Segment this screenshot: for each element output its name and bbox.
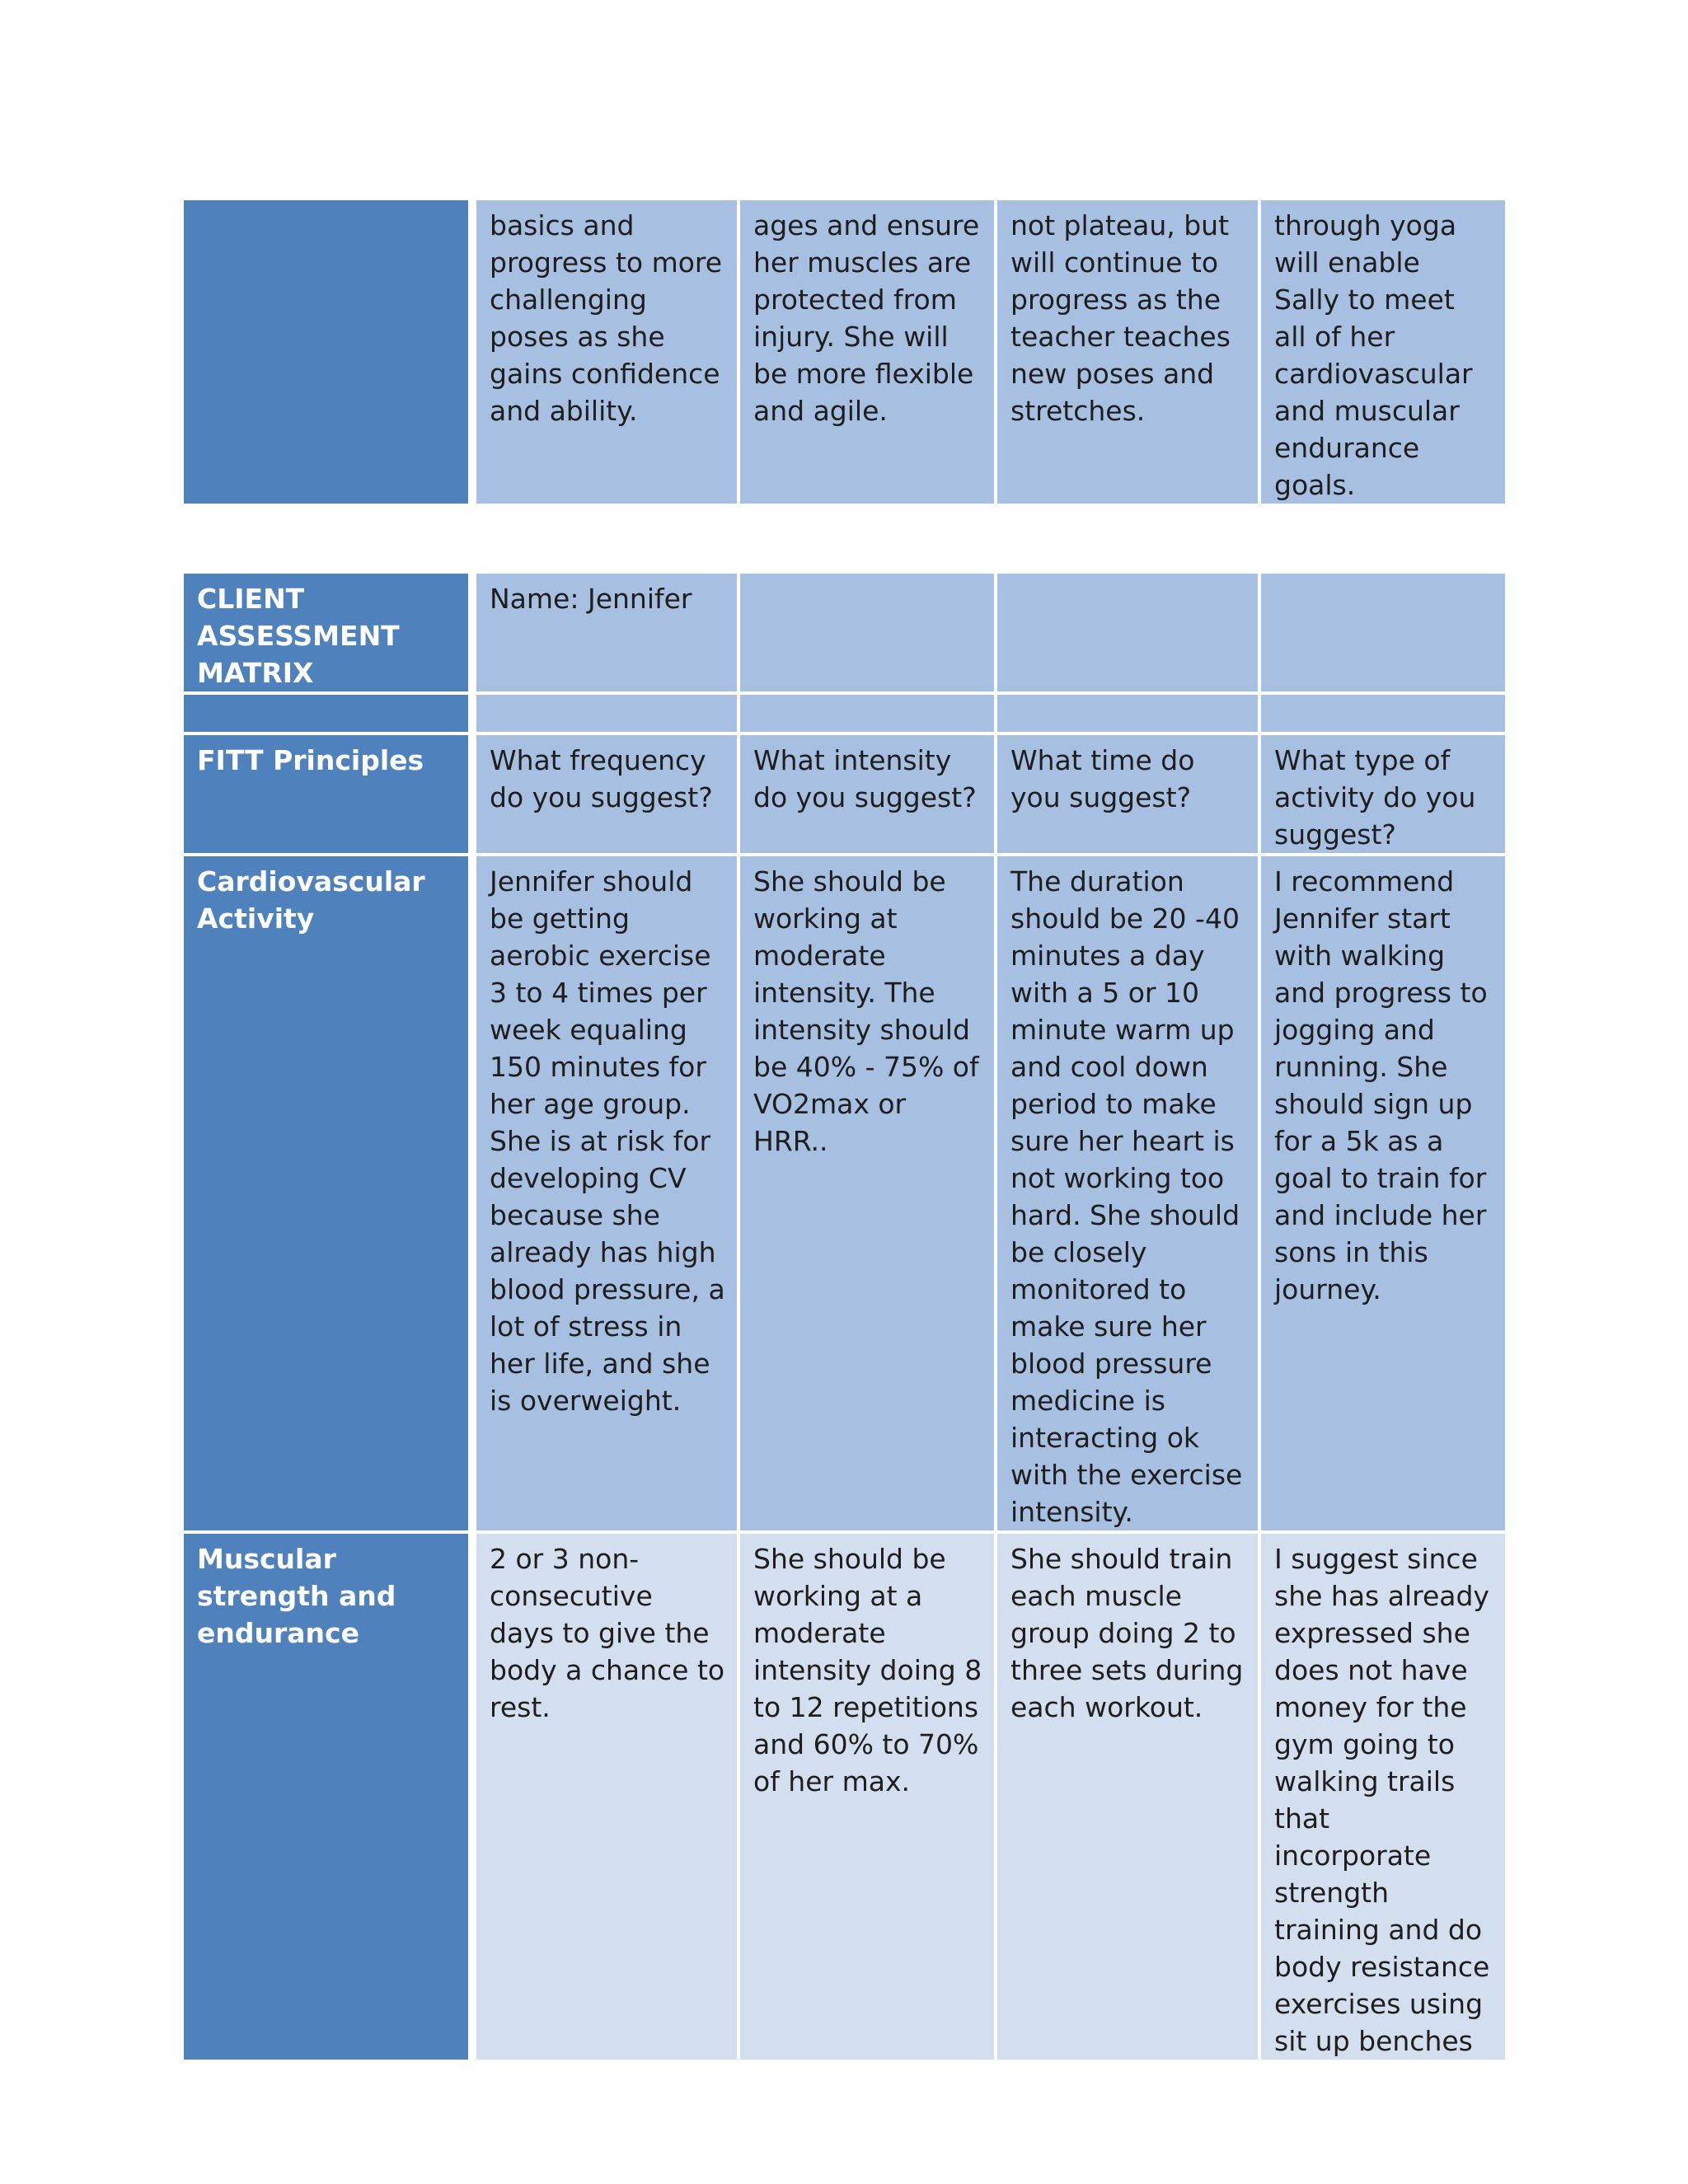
row-header-cell (184, 200, 476, 504)
cardio-time: The duration should be 20 -40 minutes a day with a 5 or 10 minute warm up and cool down period to make sure her heart is not working too hard. She should be closely monitored to make sure her blood pressure medicine is interacting ok with the exercise intensity. (997, 856, 1261, 1534)
muscular-time: She should train each muscle group doing 2 to three sets during each workout. (997, 1534, 1261, 2060)
cardio-intensity: She should be working at moderate intensity. The intensity should be 40% - 75% of VO2max or HRR.. (740, 856, 997, 1534)
table-cell (740, 574, 997, 695)
table-row (184, 695, 1505, 735)
question-time: What time do you suggest? (997, 735, 1261, 856)
table-cell: not plateau, but will continue to progress as the teacher teaches new poses and stretches. (997, 200, 1261, 504)
muscular-type: I suggest since she has already expressed she does not have money for the gym going to walking trails that incorporate strength training and do body resistance exercises using sit up benches (1261, 1534, 1505, 2060)
cardio-type: I recommend Jennifer start with walking and progress to jogging and running. She should sign up for a 5k as a goal to train for and include her sons in this journey. (1261, 856, 1505, 1534)
table-cell (476, 695, 740, 735)
table-cell (997, 695, 1261, 735)
table-cell (1261, 695, 1505, 735)
client-assessment-matrix (184, 574, 1505, 2060)
muscular-intensity: She should be working at a moderate intensity doing 8 to 12 repetitions and 60% to 70% of her max. (740, 1534, 997, 2060)
muscular-frequency: 2 or 3 non-consecutive days to give the body a chance to rest. (476, 1534, 740, 2060)
matrix-title: CLIENT ASSESSMENT MATRIX (184, 574, 476, 695)
row-label-muscular: Muscular strength and endurance (184, 1534, 476, 2060)
continuation-table (184, 200, 1505, 504)
row-header-cell (184, 695, 476, 735)
cardio-frequency: Jennifer should be getting aerobic exercise 3 to 4 times per week equaling 150 minutes for her age group. She is at risk for developing CV because she already has high blood pressure, a lot of stress in her life, and she is overweight. (476, 856, 740, 1534)
table-row (184, 200, 1505, 504)
row-label-cardiovascular: Cardiovascular Activity (184, 856, 476, 1534)
table-cell: ages and ensure her muscles are protected from injury. She will be more flexible and agile. (740, 200, 997, 504)
table-row (184, 856, 1505, 1534)
question-frequency: What frequency do you suggest? (476, 735, 740, 856)
table-cell (740, 695, 997, 735)
fitt-header: FITT Principles (184, 735, 476, 856)
table-cell: through yoga will enable Sally to meet all of her cardiovascular and muscular endurance goals. (1261, 200, 1505, 504)
table-row (184, 735, 1505, 856)
table-row (184, 574, 1505, 695)
table-cell (997, 574, 1261, 695)
table-cell (1261, 574, 1505, 695)
question-intensity: What intensity do you suggest? (740, 735, 997, 856)
question-type: What type of activity do you suggest? (1261, 735, 1505, 856)
table-cell: basics and progress to more challenging poses as she gains confidence and ability. (476, 200, 740, 504)
table-row (184, 1534, 1505, 2060)
client-name: Name: Jennifer (476, 574, 740, 695)
